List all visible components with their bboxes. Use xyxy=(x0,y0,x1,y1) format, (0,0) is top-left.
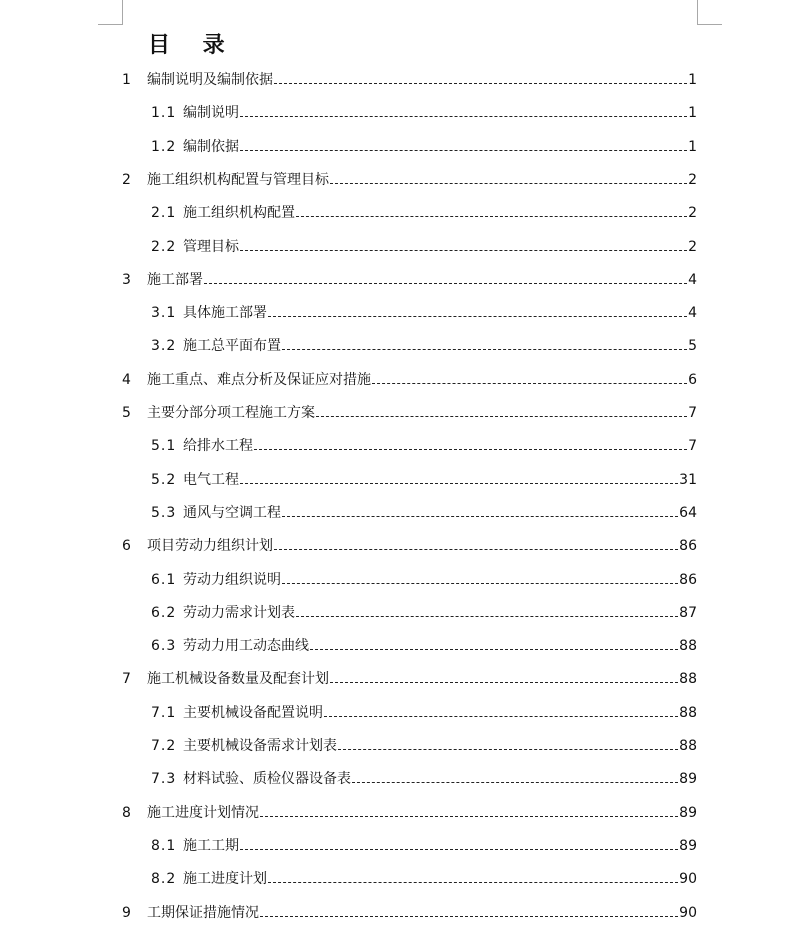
toc-entry[interactable] xyxy=(0,470,793,490)
toc-entry-line xyxy=(147,370,697,390)
toc-entry-line xyxy=(183,503,697,523)
toc-entry-page-number: 88 xyxy=(679,704,697,721)
toc-entry-number: 9 xyxy=(122,904,131,921)
toc-entry-page-number: 4 xyxy=(688,305,697,322)
toc-entry-page-number: 64 xyxy=(679,504,697,521)
toc-entry-line xyxy=(147,270,697,290)
toc-entry[interactable] xyxy=(0,303,793,323)
toc-entry[interactable] xyxy=(0,70,793,90)
toc-entry-line xyxy=(147,70,697,90)
toc-entry-line xyxy=(183,303,697,323)
toc-entry-title: 劳动力用工动态曲线 xyxy=(183,638,309,655)
toc-entry-page-number: 88 xyxy=(679,738,697,754)
toc-entry[interactable] xyxy=(0,336,793,356)
toc-entry-line xyxy=(147,403,697,423)
toc-entry-line xyxy=(147,903,697,923)
toc-entry-title: 给排水工程 xyxy=(183,438,253,455)
toc-entry-number: 8.2 xyxy=(151,871,177,888)
toc-entry-page-number: 1 xyxy=(688,105,697,122)
toc-entry-title: 施工总平面布置 xyxy=(183,338,281,355)
toc-entry[interactable] xyxy=(0,436,793,456)
toc-entry-number: 1.1 xyxy=(151,105,177,122)
toc-entry[interactable] xyxy=(0,270,793,290)
toc-entry-title: 施工机械设备数量及配套计划 xyxy=(147,671,329,688)
toc-entry-line xyxy=(183,836,697,856)
toc-entry-line xyxy=(183,103,697,123)
toc-entry-number: 2.2 xyxy=(151,238,177,255)
toc-entry-page-number: 88 xyxy=(679,671,697,688)
toc-entry-page-number: 31 xyxy=(679,471,697,488)
toc-dot-leader xyxy=(330,670,678,683)
toc-entry[interactable] xyxy=(0,503,793,523)
toc-entry-page-number: 7 xyxy=(688,405,697,421)
toc-dot-leader xyxy=(282,504,678,517)
toc-entry-line xyxy=(183,203,697,223)
toc-entry-line xyxy=(183,636,697,656)
toc-entry-title: 劳动力组织说明 xyxy=(183,571,281,588)
toc-entry-number: 7.3 xyxy=(151,771,177,788)
toc-entry-title: 施工进度计划情况 xyxy=(147,804,259,821)
toc-entry-line xyxy=(183,736,697,756)
toc-entry-line xyxy=(147,536,697,556)
toc-entry-number: 7 xyxy=(122,671,131,688)
toc-entry[interactable] xyxy=(0,869,793,889)
toc-entry-page-number: 7 xyxy=(688,438,697,455)
toc-entry[interactable] xyxy=(0,237,793,257)
toc-entry-line xyxy=(183,436,697,456)
toc-entry-title: 编制说明及编制依据 xyxy=(147,72,273,88)
toc-entry-number: 3.1 xyxy=(151,305,177,322)
toc-entry[interactable] xyxy=(0,603,793,623)
toc-entry-line xyxy=(183,237,697,257)
toc-entry-title: 主要分部分项工程施工方案 xyxy=(147,405,315,421)
toc-entry[interactable] xyxy=(0,103,793,123)
toc-dot-leader xyxy=(240,238,687,251)
toc-dot-leader xyxy=(240,138,687,151)
toc-entry-title: 电气工程 xyxy=(183,471,239,488)
toc-dot-leader xyxy=(324,704,678,717)
toc-entry[interactable] xyxy=(0,203,793,223)
toc-entry-page-number: 2 xyxy=(688,238,697,255)
toc-dot-leader xyxy=(274,537,678,550)
toc-dot-leader xyxy=(296,604,678,617)
toc-entry-title: 施工重点、难点分析及保证应对措施 xyxy=(147,371,371,388)
toc-entry-title: 施工部署 xyxy=(147,271,203,288)
toc-entry-number: 7.2 xyxy=(151,738,177,754)
toc-entry-title: 主要机械设备需求计划表 xyxy=(183,738,337,754)
toc-dot-leader xyxy=(310,637,678,650)
toc-entry[interactable] xyxy=(0,403,793,423)
toc-entry[interactable] xyxy=(0,803,793,823)
toc-dot-leader xyxy=(372,371,687,384)
toc-dot-leader xyxy=(296,204,687,217)
toc-entry-page-number: 86 xyxy=(679,571,697,588)
toc-entry-number: 5.3 xyxy=(151,504,177,521)
toc-dot-leader xyxy=(282,571,678,584)
toc-entry-number: 8.1 xyxy=(151,837,177,854)
toc-dot-leader xyxy=(240,104,687,117)
toc-entry-number: 5.1 xyxy=(151,438,177,455)
toc-dot-leader xyxy=(282,337,687,350)
toc-entry-title: 施工进度计划 xyxy=(183,871,267,888)
toc-entry-number: 1.2 xyxy=(151,138,177,155)
toc-entry-line xyxy=(183,769,697,789)
toc-entry-title: 管理目标 xyxy=(183,238,239,255)
toc-entry-number: 5 xyxy=(122,405,131,421)
toc-entry-line xyxy=(183,470,697,490)
toc-entry-title: 项目劳动力组织计划 xyxy=(147,538,273,555)
toc-entry-line xyxy=(183,570,697,590)
toc-entry-number: 7.1 xyxy=(151,704,177,721)
toc-entry-page-number: 89 xyxy=(679,837,697,854)
toc-entry-title: 施工工期 xyxy=(183,837,239,854)
toc-entry-number: 6.3 xyxy=(151,638,177,655)
toc-entry-number: 8 xyxy=(122,804,131,821)
toc-entry-page-number: 90 xyxy=(679,871,697,888)
toc-dot-leader xyxy=(330,171,687,184)
toc-entry-page-number: 89 xyxy=(679,804,697,821)
toc-entry[interactable] xyxy=(0,769,793,789)
toc-entry[interactable] xyxy=(0,636,793,656)
toc-entry-line xyxy=(183,869,697,889)
toc-entry-title: 劳动力需求计划表 xyxy=(183,604,295,621)
toc-entry-number: 1 xyxy=(122,72,131,88)
toc-entry[interactable] xyxy=(0,669,793,689)
toc-entry-page-number: 1 xyxy=(688,138,697,155)
toc-entry-title: 施工组织机构配置与管理目标 xyxy=(147,171,329,188)
toc-title: 目 录 xyxy=(148,32,226,58)
toc-entry-title: 编制依据 xyxy=(183,138,239,155)
toc-entry-title: 施工组织机构配置 xyxy=(183,205,295,222)
toc-entry-line xyxy=(183,703,697,723)
toc-entry-page-number: 90 xyxy=(679,904,697,921)
toc-entry-number: 6 xyxy=(122,538,131,555)
toc-dot-leader xyxy=(240,837,678,850)
toc-entry-title: 通风与空调工程 xyxy=(183,504,281,521)
toc-dot-leader xyxy=(316,404,687,417)
toc-entry-page-number: 86 xyxy=(679,538,697,555)
toc-entry-page-number: 5 xyxy=(688,338,697,355)
toc-entry-page-number: 89 xyxy=(679,771,697,788)
toc-dot-leader xyxy=(268,304,687,317)
toc-entry[interactable] xyxy=(0,536,793,556)
toc-entry[interactable] xyxy=(0,137,793,157)
toc-entry-title: 主要机械设备配置说明 xyxy=(183,704,323,721)
toc-entry-line xyxy=(183,336,697,356)
toc-entry-title: 编制说明 xyxy=(183,105,239,122)
toc-entry-number: 6.2 xyxy=(151,604,177,621)
toc-entry-number: 2.1 xyxy=(151,205,177,222)
toc-entry-page-number: 4 xyxy=(688,271,697,288)
toc-dot-leader xyxy=(240,471,678,484)
toc-entry-page-number: 87 xyxy=(679,604,697,621)
toc-entry-title: 具体施工部署 xyxy=(183,305,267,322)
toc-entry-page-number: 1 xyxy=(688,72,697,88)
toc-entry-number: 3.2 xyxy=(151,338,177,355)
toc-entry[interactable] xyxy=(0,370,793,390)
toc-entry-number: 6.1 xyxy=(151,571,177,588)
toc-dot-leader xyxy=(254,437,687,450)
toc-entry-number: 3 xyxy=(122,271,131,288)
toc-entry[interactable] xyxy=(0,736,793,756)
toc-entry[interactable] xyxy=(0,836,793,856)
toc-dot-leader xyxy=(338,737,678,750)
toc-entry-page-number: 88 xyxy=(679,638,697,655)
toc-dot-leader xyxy=(352,770,678,783)
toc-entry[interactable] xyxy=(0,170,793,190)
toc-entry-line xyxy=(183,137,697,157)
toc-entry-title: 材料试验、质检仪器设备表 xyxy=(183,771,351,788)
toc-entry-page-number: 2 xyxy=(688,171,697,188)
toc-entry-line xyxy=(147,170,697,190)
toc-dot-leader xyxy=(274,71,687,84)
toc-dot-leader xyxy=(204,271,687,284)
toc-dot-leader xyxy=(268,870,678,883)
toc-entry-number: 4 xyxy=(122,371,131,388)
toc-entry[interactable] xyxy=(0,903,793,923)
toc-dot-leader xyxy=(260,804,678,817)
toc-entry[interactable] xyxy=(0,703,793,723)
toc-entry[interactable] xyxy=(0,570,793,590)
toc-dot-leader xyxy=(260,904,678,917)
toc-entry-page-number: 6 xyxy=(688,371,697,388)
toc-entry-line xyxy=(147,669,697,689)
toc-entry-page-number: 2 xyxy=(688,205,697,222)
toc-entry-line xyxy=(183,603,697,623)
toc-entry-number: 2 xyxy=(122,171,131,188)
toc-entry-line xyxy=(147,803,697,823)
toc-entry-title: 工期保证措施情况 xyxy=(147,904,259,921)
toc-entry-number: 5.2 xyxy=(151,471,177,488)
